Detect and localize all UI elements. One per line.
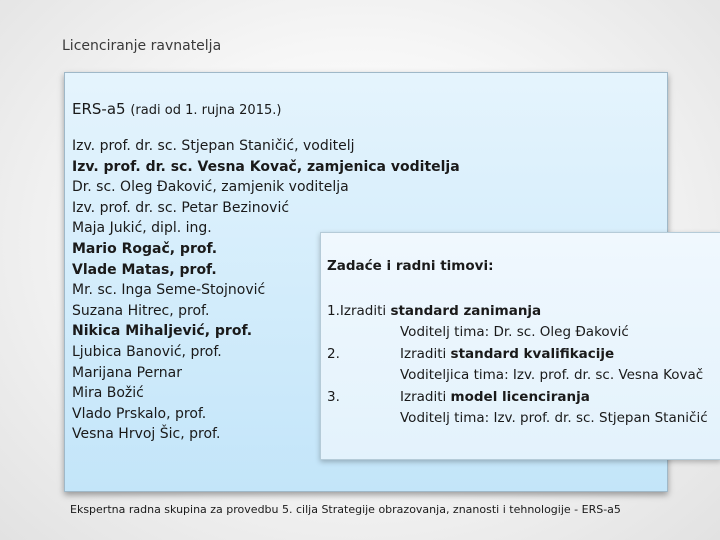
member-item: Vesna Hrvoj Šic, prof. (72, 426, 221, 443)
member-item: Mario Rogač, prof. (72, 240, 218, 257)
task-number: 1. (327, 303, 340, 319)
task-prefix: Izraditi (400, 346, 451, 362)
task-prefix: Izraditi (400, 389, 451, 405)
member-item: Dr. sc. Oleg Đaković, zamjenik voditelja (72, 179, 349, 196)
task-prefix: Izraditi (339, 303, 391, 319)
member-item: Mr. sc. Inga Seme-Stojnović (72, 282, 266, 299)
task-name: standard kvalifikacije (450, 346, 615, 362)
task-2-title (400, 346, 614, 362)
member-item: Marijana Pernar (72, 364, 182, 381)
task-1-lead: Voditelj tima: Dr. sc. Oleg Đaković (400, 324, 629, 340)
task-name: standard zanimanja (390, 303, 542, 319)
member-item: Maja Jukić, dipl. ing. (72, 220, 212, 237)
group-start-note: (radi od 1. rujna 2015.) (130, 103, 282, 118)
task-1-title (327, 303, 541, 319)
slide-title: Licenciranje ravnatelja (62, 38, 222, 54)
task-3-number: 3. (327, 389, 340, 405)
member-item: Mira Božić (72, 385, 144, 402)
member-item: Izv. prof. dr. sc. Vesna Kovač, zamjenica voditelja (72, 158, 460, 175)
member-item: Izv. prof. dr. sc. Stjepan Staničić, voditelj (72, 138, 355, 154)
member-item: Suzana Hitrec, prof. (72, 302, 210, 319)
task-3-title (400, 389, 590, 405)
group-header (72, 100, 281, 118)
member-item: Vlade Matas, prof. (72, 261, 217, 278)
group-code: ERS-a5 (72, 100, 126, 118)
task-2-number: 2. (327, 346, 340, 362)
task-name: model licenciranja (450, 389, 590, 405)
tasks-title: Zadaće i radni timovi: (327, 258, 494, 274)
task-3-lead: Voditelj tima: Izv. prof. dr. sc. Stjepan Staničić (400, 410, 708, 426)
member-item: Vlado Prskalo, prof. (72, 405, 207, 422)
member-item: Izv. prof. dr. sc. Petar Bezinović (72, 199, 290, 216)
member-item: Ljubica Banović, prof. (72, 343, 222, 360)
member-item: Nikica Mihaljević, prof. (72, 323, 253, 340)
tasks-panel (320, 232, 720, 460)
task-2-lead: Voditeljica tima: Izv. prof. dr. sc. Vesna Kovač (400, 367, 704, 383)
footer-caption: Ekspertna radna skupina za provedbu 5. cilja Strategije obrazovanja, znanosti i tehnologije - ERS-a5 (70, 503, 621, 516)
